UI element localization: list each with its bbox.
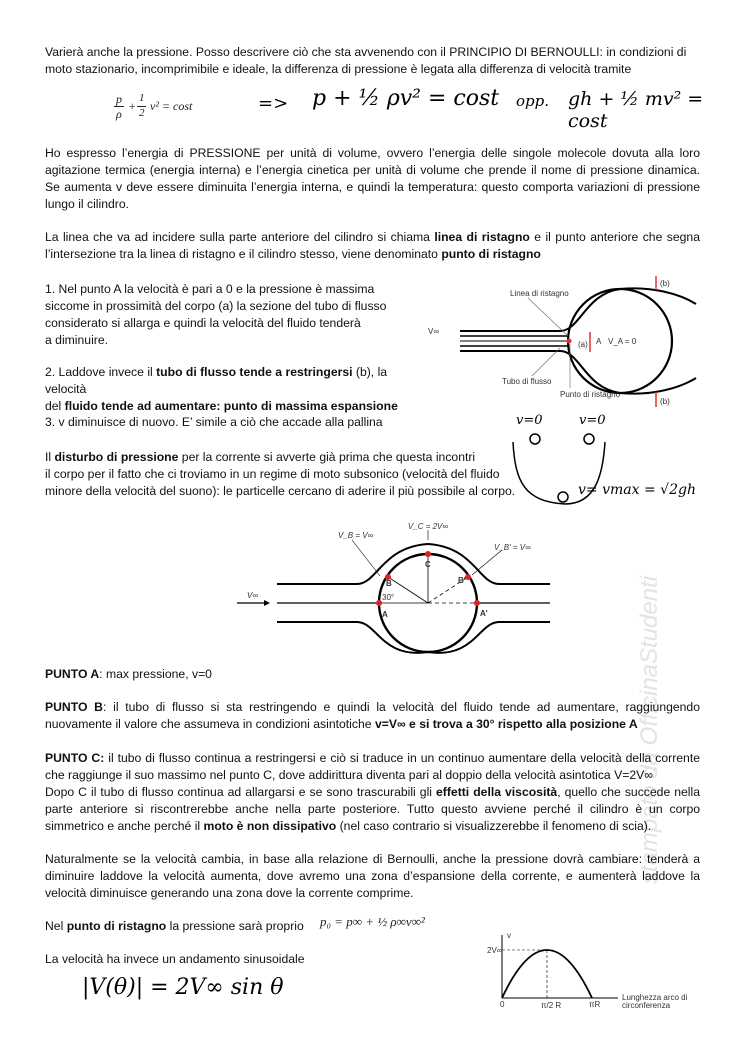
graph-x-mid: π/2 R <box>541 1001 562 1010</box>
graph-y-tick: 2V∞ <box>487 946 503 955</box>
label-vinf: V∞ <box>428 327 440 336</box>
pressure-line-2: agitazione termica (energia interna) e l’energia cinetica per unità di volume che prende il nome di pressione dinamica. <box>45 163 700 177</box>
label-linea-ristagno: Linea di ristagno <box>510 289 569 298</box>
label-va: V_A = 0 <box>608 337 637 346</box>
formula-rho: ρ <box>116 107 122 121</box>
formula-half-den: 2 <box>139 107 145 119</box>
formula-plus: + <box>128 99 137 113</box>
stagnation-line-2: l’intersezione tra la linea di ristagno e il cilindro stesso, viene denominato punto di ristagno <box>45 247 541 261</box>
graph-x-end: πR <box>589 1000 601 1009</box>
hand-opp: opp. <box>516 92 550 110</box>
label-angle: 30° <box>382 593 395 602</box>
intro-line-1: Varierà anche la pressione. Posso descrivere ciò che sta avvenendo con il PRINCIPIO DI BERNOULLI: in condizioni di <box>45 45 687 59</box>
intro-paragraph <box>45 44 700 78</box>
stagnation-pressure-formula: p₀ = p∞ + ½ ρ∞v∞² <box>320 914 425 929</box>
label-A2: A' <box>480 609 488 618</box>
velocity-graph <box>478 930 688 1040</box>
label-a: (a) <box>578 340 588 349</box>
point-c-line-4: parte anteriore si riscontrerebbe anche nella parte posteriore. Tutto questo avviene perché il cilindro è un corpo <box>45 802 700 816</box>
label-point-A: A <box>596 337 602 346</box>
pressure-line-1: Ho espresso l’energia di PRESSIONE per unità di volume, ovvero l’energia delle singole molecole dovuta alla loro <box>45 146 700 160</box>
label-B2: B' <box>458 576 466 585</box>
ball-bottom <box>558 492 568 502</box>
label-b-bottom: (b) <box>660 397 670 406</box>
hand-v0-left: v=0 <box>516 413 543 428</box>
ball-left <box>530 434 540 444</box>
formula-rest: v² = cost <box>150 99 193 113</box>
graph-x-zero: 0 <box>500 1000 505 1009</box>
watermark: stampato da OfficinaStudenti <box>636 575 663 885</box>
pressure-line-3: Se aumenta v deve essere diminuita l’energia interna, e quindi la temperatura: questo comporta variazioni di pressione <box>45 180 700 194</box>
list-item-2: 2. Laddove invece il tubo di flusso tende a restringersi (b), la velocità del fluido tende ad aumentare: punto di massima espansione <box>45 365 398 413</box>
hand-vmax: v= vmax = √2gh <box>578 482 696 498</box>
hand-velocity-formula: |V(θ)| = 2V∞ sin θ <box>82 975 284 1000</box>
bernoulli-line-2: diminuire laddove la velocità aumenta, dove avremo una zona d’espansione della corrente, e aumenterà laddove la <box>45 869 700 883</box>
cylinder-points-figure <box>232 520 552 655</box>
point-c-line-2: che raggiunge il suo massimo nel punto C, dove addirittura diventa pari al doppio della velocità asintotica V=2V∞ <box>45 768 653 782</box>
pressure-line-4: lungo il cilindro. <box>45 197 130 211</box>
disturbance-line-3: minore della velocità del suono): le particelle cercano di aderire il più possibile al corpo. <box>45 484 516 498</box>
graph-x-label-2: circonferenza <box>622 1001 671 1010</box>
formula-p: p <box>116 92 122 106</box>
stagnation-pressure-line: Nel punto di ristagno la pressione sarà proprio <box>45 919 304 933</box>
sinusoidal-text: La velocità ha invece un andamento sinusoidale <box>45 952 305 966</box>
graph-x-label-1: Lunghezza arco di <box>622 993 688 1002</box>
label-tubo-flusso: Tubo di flusso <box>502 377 552 386</box>
graph-y-label: v <box>507 931 511 940</box>
stagnation-paragraph <box>45 229 700 263</box>
point-c-paragraph: PUNTO C: il tubo di flusso continua a restringersi e ciò si traduce in un continuo aumentare della velocità della corrente che raggiunge il suo massimo nel punto C, dove addirittura diventa pari al doppio della velocità asintotica V=2V∞ Dopo C il tubo di flusso continua ad allargarsi e se sono trascurabili gli effetti della viscosità, quello che succede nella parte anteriore si riscontrerebbe anche nella parte posteriore. Tutto questo avviene perché il cilindro è un corpo simmetrico e anche perché il moto è non dissipativo (nel caso contrario si visualizzerebbe il fenomeno di scia). <box>45 751 700 833</box>
disturbance-paragraph: Il disturbo di pressione per la corrente si avverte già prima che questa incontri il corpo per il fatto che ci troviamo in un regime di moto subsonico (velocità del fluido minore della velocità del suono): le particelle cercano di aderire il più possibile al corpo. <box>45 449 545 500</box>
list-item-1 <box>45 281 405 349</box>
list-item-1-line-2: siccome in prossimità del corpo (a) la sezione del tubo di flusso <box>45 299 387 313</box>
label-vc: V_C = 2V∞ <box>407 522 449 531</box>
label-A-2: A <box>382 610 388 619</box>
hand-equation-1: p + ½ ρv² = cost <box>312 86 500 111</box>
point-a-marker <box>567 339 572 344</box>
hand-arrow: => <box>258 93 289 114</box>
list-item-1-line-4: a diminuire. <box>45 333 108 347</box>
stagnation-line-1: La linea che va ad incidere sulla parte anteriore del cilindro si chiama linea di ristagno e il punto anteriore che segna <box>45 230 700 244</box>
bernoulli-line-1: Naturalmente se la velocità cambia, in base alla relazione di Bernoulli, anche la pressione dovrà cambiare: tenderà a <box>45 852 700 866</box>
hand-equation-2: gh + ½ mv² = cost <box>568 88 704 132</box>
point-a-line: PUNTO A: max pressione, v=0 <box>45 667 212 681</box>
point-b-paragraph: PUNTO B: il tubo di flusso si sta restringendo e quindi la velocità del fluido tende ad aumentare, raggiungendo nuovamente il valore che assumeva in condizioni asintotiche v=V∞ e si trova a 30° rispetto alla posizione A <box>45 700 700 731</box>
bernoulli-line-3: velocità diminuisce generando una zona dove la corrente comprime. <box>45 886 414 900</box>
label-punto-ristagno: Punto di ristagno <box>560 390 621 399</box>
label-b-top: (b) <box>660 279 670 288</box>
stagnation-flow-figure <box>420 274 700 409</box>
list-item-3: 3. v diminuisce di nuovo. E’ simile a ciò che accade alla pallina <box>45 415 383 429</box>
pressure-paragraph <box>45 145 700 213</box>
list-item-1-line-3: considerato si allarga e quindi la velocità del fluido tenderà <box>45 316 361 330</box>
outer-streamline-bottom <box>277 622 428 653</box>
hand-v0-right: v=0 <box>579 413 606 428</box>
bernoulli-paragraph <box>45 851 700 902</box>
label-vb: V_B = V∞ <box>338 531 374 540</box>
label-C: C <box>425 560 431 569</box>
label-vinf-2: V∞ <box>247 591 259 600</box>
label-B: B <box>386 579 392 588</box>
ball-right <box>584 434 594 444</box>
intro-line-2: moto stazionario, incomprimibile e ideale, la differenza di pressione è legata alla differenza di velocità tramite <box>45 62 632 76</box>
label-vb2: V_B' = V∞ <box>494 543 531 552</box>
disturbance-line-2: il corpo per il fatto che ci troviamo in un regime di moto subsonico (velocità del fluido <box>45 467 500 481</box>
formula-half-num: 1 <box>139 92 145 104</box>
list-item-1-line-1: 1. Nel punto A la velocità è pari a 0 e la pressione è massima <box>45 282 375 296</box>
